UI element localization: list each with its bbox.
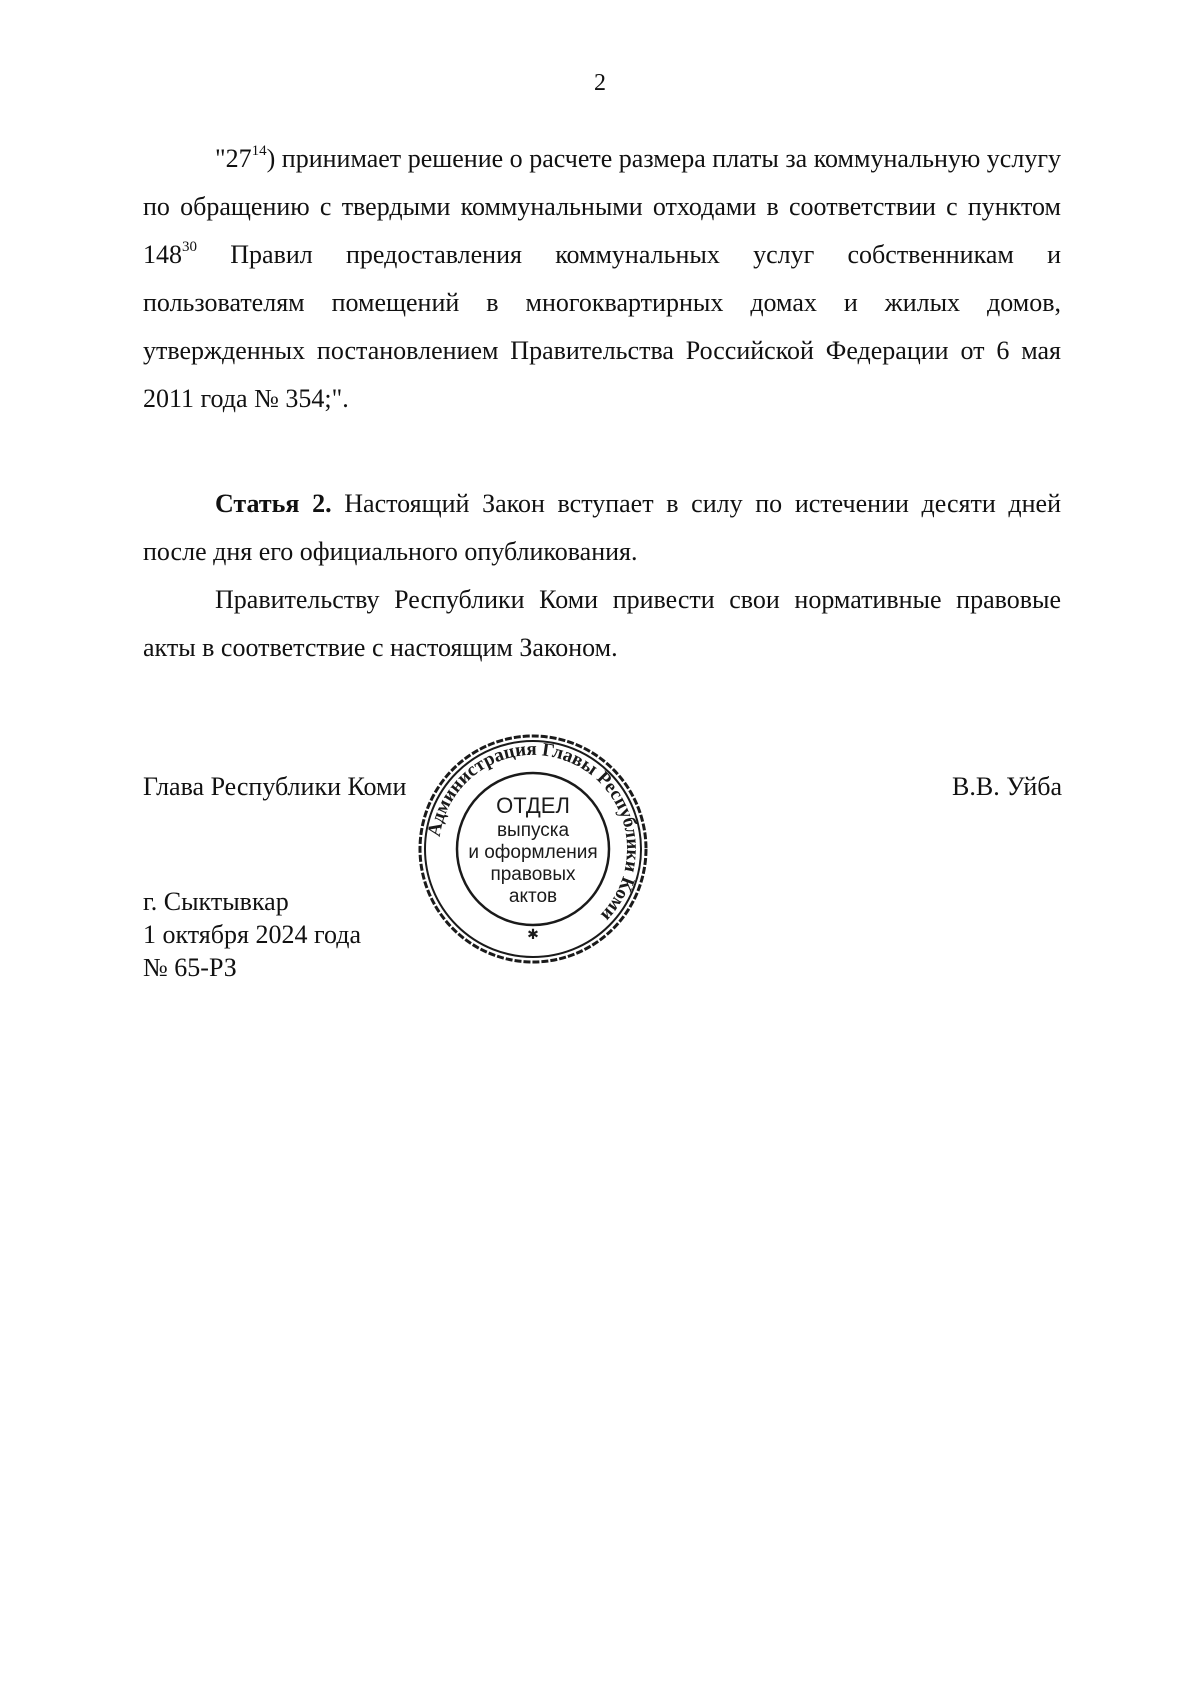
amendment-block — [143, 135, 1061, 423]
city: г. Сыктывкар — [143, 887, 289, 916]
article-2-paragraph — [143, 480, 1061, 576]
article-2-heading: Статья 2. — [215, 489, 332, 518]
official-stamp — [417, 733, 649, 965]
stamp-ring-text: Администрация Главы Республики Коми — [423, 738, 644, 926]
law-date: 1 октября 2024 года — [143, 920, 361, 949]
stamp-line-1: ОТДЕЛ — [496, 793, 570, 818]
superscript-14: 14 — [251, 143, 267, 159]
stamp-line-2: выпуска — [496, 820, 570, 841]
amendment-text-a: ) принимает решение о расчете размера платы за коммунальную услугу по обращению с твердыми коммунальными отходами в соответствии с пунктом 148 — [143, 144, 1061, 269]
place-date-block — [143, 885, 361, 984]
star-icon: ✱ — [527, 928, 539, 943]
law-number: № 65-РЗ — [143, 953, 237, 982]
stamp-line-5: актов — [508, 886, 558, 907]
page-number: 2 — [594, 70, 606, 96]
stamp-center-text — [468, 793, 597, 907]
article-2-block — [143, 480, 1061, 672]
amendment-text-b: Правил предоставления коммунальных услуг собственникам и пользователям помещений в многоквартирных домах и жилых домов, утвержденных постановлением Правительства Российской Федерации от 6 мая 2011 года № 354;". — [143, 240, 1061, 413]
article-2-paragraph-2: Правительству Республики Коми привести свои нормативные правовые акты в соответствие с настоящим Законом. — [143, 585, 1061, 662]
superscript-30: 30 — [182, 239, 197, 255]
stamp-line-4: правовых — [490, 864, 576, 885]
amendment-paragraph — [143, 135, 1061, 423]
amendment-quote-open: "27 — [215, 144, 252, 173]
stamp-line-3: и оформления — [468, 842, 598, 863]
signature-name: В.В. Уйба — [952, 772, 1062, 801]
article-2-text: Настоящий Закон вступает в силу по истечении десяти дней после дня его официального опубликования. — [143, 489, 1061, 566]
signature-position: Глава Республики Коми — [143, 772, 407, 801]
